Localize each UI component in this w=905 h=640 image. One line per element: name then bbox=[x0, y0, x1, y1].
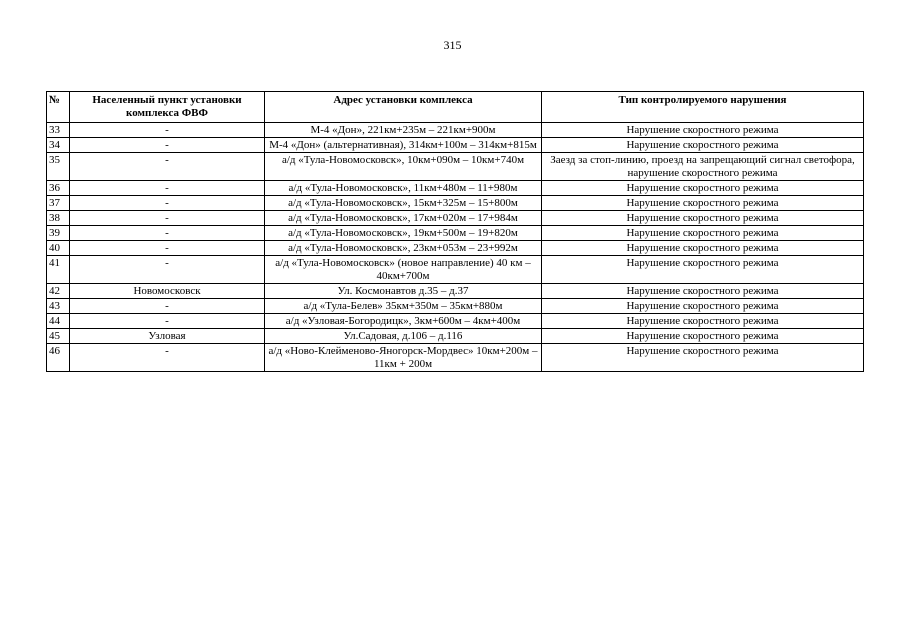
table-row bbox=[47, 138, 864, 153]
row-number: 43 bbox=[47, 299, 70, 314]
row-place: - bbox=[70, 344, 265, 372]
row-violation: Нарушение скоростного режима bbox=[542, 299, 864, 314]
row-violation: Нарушение скоростного режима bbox=[542, 226, 864, 241]
row-place: - bbox=[70, 299, 265, 314]
row-violation: Нарушение скоростного режима bbox=[542, 284, 864, 299]
row-violation: Нарушение скоростного режима bbox=[542, 241, 864, 256]
row-violation: Нарушение скоростного режима bbox=[542, 211, 864, 226]
row-place: - bbox=[70, 226, 265, 241]
row-number: 45 bbox=[47, 329, 70, 344]
row-number: 33 bbox=[47, 123, 70, 138]
row-address: а/д «Тула-Новомосковск», 15км+325м – 15+800м bbox=[265, 196, 542, 211]
row-address: а/д «Тула-Новомосковск» (новое направление) 40 км – 40км+700м bbox=[265, 256, 542, 284]
row-place: - bbox=[70, 211, 265, 226]
row-number: 36 bbox=[47, 181, 70, 196]
row-number: 42 bbox=[47, 284, 70, 299]
row-violation: Нарушение скоростного режима bbox=[542, 344, 864, 372]
row-violation: Нарушение скоростного режима bbox=[542, 123, 864, 138]
table-row bbox=[47, 123, 864, 138]
table-row bbox=[47, 314, 864, 329]
row-place: - bbox=[70, 123, 265, 138]
row-violation: Нарушение скоростного режима bbox=[542, 138, 864, 153]
row-place: - bbox=[70, 196, 265, 211]
table-header-row bbox=[47, 92, 864, 123]
header-violation: Тип контролируемого нарушения bbox=[542, 92, 864, 123]
table-row bbox=[47, 226, 864, 241]
row-address: а/д «Тула-Новомосковск», 23км+053м – 23+992м bbox=[265, 241, 542, 256]
row-violation: Нарушение скоростного режима bbox=[542, 196, 864, 211]
row-address: а/д «Ново-Клейменово-Яногорск-Мордвес» 10км+200м – 11км + 200м bbox=[265, 344, 542, 372]
header-number: № bbox=[47, 92, 70, 123]
row-number: 46 bbox=[47, 344, 70, 372]
row-violation: Нарушение скоростного режима bbox=[542, 329, 864, 344]
row-number: 44 bbox=[47, 314, 70, 329]
row-number: 40 bbox=[47, 241, 70, 256]
table-row bbox=[47, 299, 864, 314]
table-row bbox=[47, 344, 864, 372]
row-number: 34 bbox=[47, 138, 70, 153]
row-address: а/д «Тула-Новомосковск», 17км+020м – 17+984м bbox=[265, 211, 542, 226]
row-place: Новомосковск bbox=[70, 284, 265, 299]
table-row bbox=[47, 211, 864, 226]
row-place: - bbox=[70, 241, 265, 256]
table-row bbox=[47, 196, 864, 211]
header-place: Населенный пункт установки комплекса ФВФ bbox=[70, 92, 265, 123]
row-number: 35 bbox=[47, 153, 70, 181]
table-row bbox=[47, 284, 864, 299]
row-number: 38 bbox=[47, 211, 70, 226]
row-number: 37 bbox=[47, 196, 70, 211]
row-place: - bbox=[70, 138, 265, 153]
page-number: 315 bbox=[443, 38, 462, 52]
table-row bbox=[47, 256, 864, 284]
table-row bbox=[47, 241, 864, 256]
row-address: а/д «Тула-Белев» 35км+350м – 35км+880м bbox=[265, 299, 542, 314]
row-address: а/д «Тула-Новомосковск», 19км+500м – 19+820м bbox=[265, 226, 542, 241]
row-address: М-4 «Дон» (альтернативная), 314км+100м – 314км+815м bbox=[265, 138, 542, 153]
row-address: Ул.Садовая, д.106 – д.116 bbox=[265, 329, 542, 344]
header-address: Адрес установки комплекса bbox=[265, 92, 542, 123]
row-place: - bbox=[70, 256, 265, 284]
table-row bbox=[47, 153, 864, 181]
table-body bbox=[47, 123, 864, 372]
row-address: а/д «Тула-Новомосковск», 10км+090м – 10км+740м bbox=[265, 153, 542, 181]
row-violation: Заезд за стоп-линию, проезд на запрещающий сигнал светофора, нарушение скоростного режима bbox=[542, 153, 864, 181]
camera-installations-table bbox=[46, 91, 864, 372]
row-violation: Нарушение скоростного режима bbox=[542, 181, 864, 196]
row-number: 41 bbox=[47, 256, 70, 284]
row-address: Ул. Космонавтов д.35 – д.37 bbox=[265, 284, 542, 299]
row-violation: Нарушение скоростного режима bbox=[542, 314, 864, 329]
row-violation: Нарушение скоростного режима bbox=[542, 256, 864, 284]
row-place: Узловая bbox=[70, 329, 265, 344]
row-place: - bbox=[70, 181, 265, 196]
row-place: - bbox=[70, 153, 265, 181]
row-address: М-4 «Дон», 221км+235м – 221км+900м bbox=[265, 123, 542, 138]
row-address: а/д «Тула-Новомосковск», 11км+480м – 11+980м bbox=[265, 181, 542, 196]
row-place: - bbox=[70, 314, 265, 329]
row-number: 39 bbox=[47, 226, 70, 241]
table-row bbox=[47, 329, 864, 344]
table-row bbox=[47, 181, 864, 196]
row-address: а/д «Узловая-Богородицк», 3км+600м – 4км+400м bbox=[265, 314, 542, 329]
